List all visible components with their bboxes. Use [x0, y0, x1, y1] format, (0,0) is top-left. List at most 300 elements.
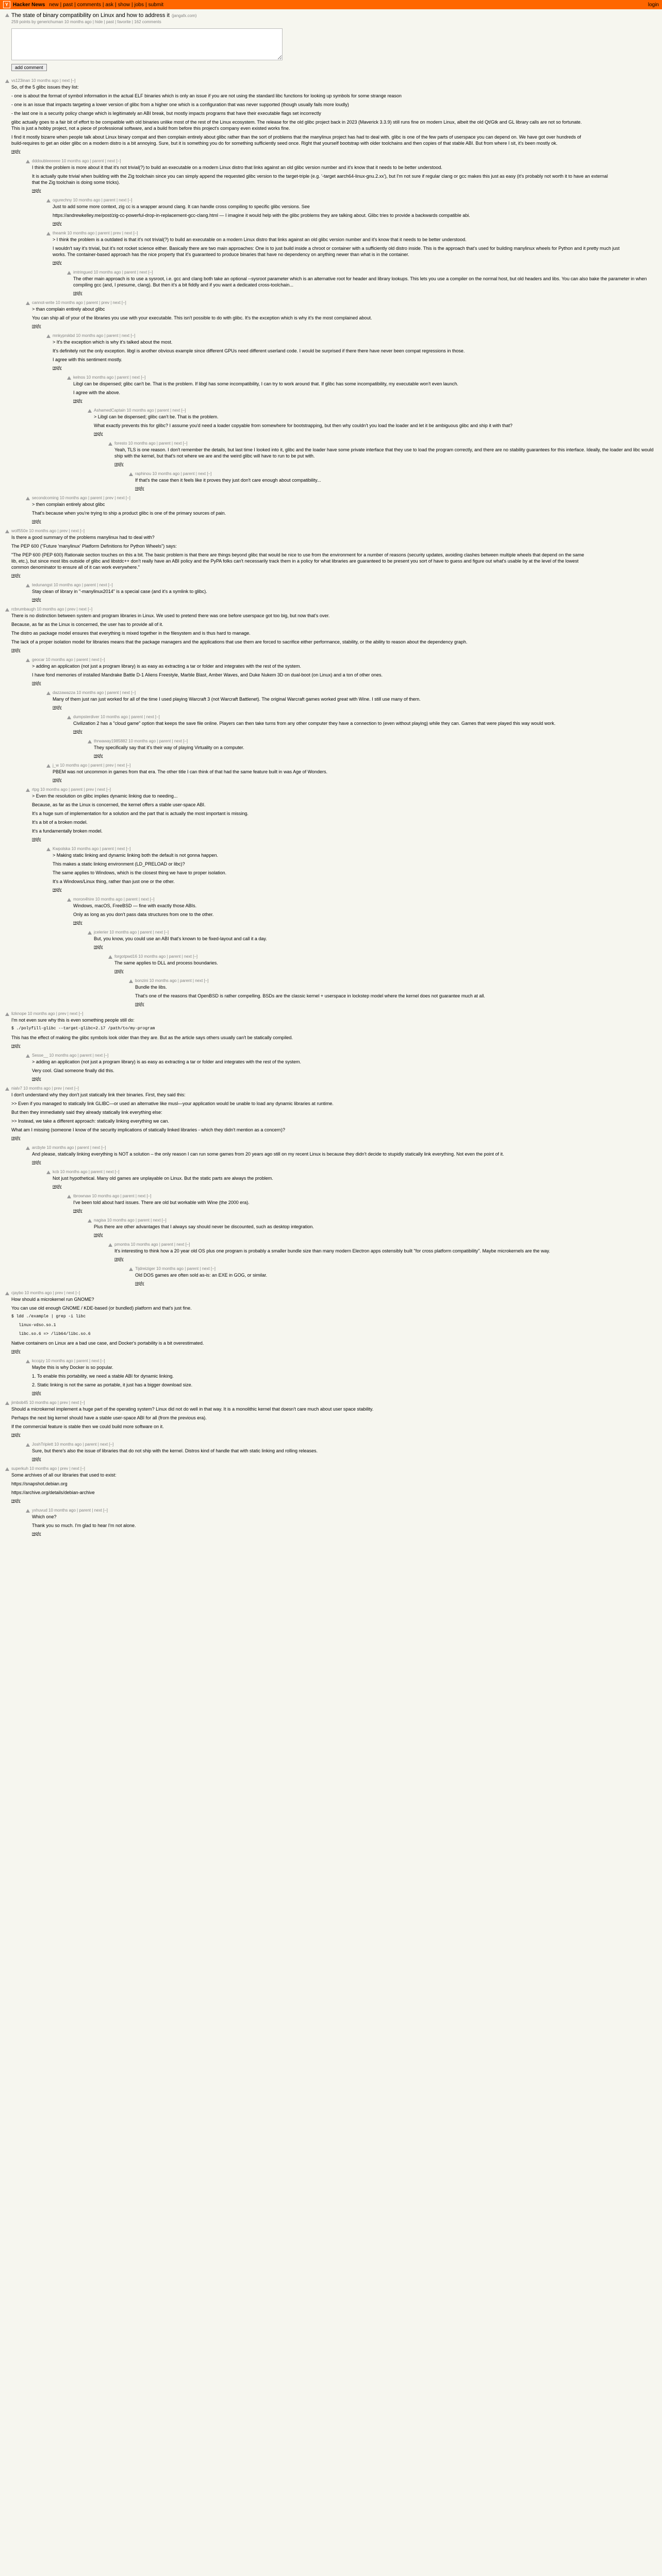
comment-body	[135, 1266, 657, 1285]
comment-text	[53, 204, 630, 218]
nav-separator: |	[115, 2, 117, 8]
upvote-arrow-icon[interactable]	[108, 1243, 112, 1247]
reply-link[interactable]: reply	[32, 519, 41, 523]
reply-link[interactable]: reply	[73, 291, 82, 295]
reply-link-wrap	[53, 260, 630, 265]
upvote-arrow-icon[interactable]	[26, 1360, 30, 1363]
upvote-arrow-icon[interactable]	[46, 691, 51, 695]
reply-link[interactable]: reply	[53, 365, 62, 370]
reply-link[interactable]: reply	[135, 486, 144, 490]
comment-text	[11, 1472, 589, 1496]
upvote-arrow-icon[interactable]	[129, 979, 133, 983]
reply-link-wrap	[11, 1136, 589, 1140]
comment	[5, 78, 657, 154]
comment	[67, 715, 657, 734]
comment-paragraph: Civilization 2 has a "cloud game" option that keeps the save file online. Players can then take turns from any other computer they have a connection to (even without playing) while they can. Games that were played this way would work.	[73, 721, 556, 726]
comment-text	[32, 1514, 609, 1529]
comment-header[interactable]: bonzini 10 months ago | parent | next [–]	[135, 978, 209, 983]
comment-paragraph: Because, as far as the Linux is concerned, the user has to provide all of it.	[11, 622, 163, 627]
reply-link-wrap	[53, 777, 630, 782]
comment-header[interactable]: jimbob45 10 months ago | prev | next [–]	[11, 1400, 85, 1405]
upvote-arrow-icon[interactable]	[26, 497, 30, 500]
nav-separator: |	[131, 2, 133, 8]
comment	[129, 978, 657, 1006]
comment-text	[94, 414, 657, 429]
comment-body	[32, 1145, 609, 1164]
comment-paragraph: What am I missing (someone I know of the security implications of statically linked libraries - which they didn't mention as a concern)?	[11, 1127, 285, 1132]
comment-paragraph: You can ship all of your of the libraries you use with your executable. This isn't possible to do with glibc. It's the exception which is why it's the most complained about.	[32, 315, 372, 320]
upvote-arrow-icon[interactable]	[67, 1195, 71, 1198]
comment-header[interactable]: vs123inan 10 months ago | next [–]	[11, 78, 76, 83]
comment-header[interactable]: thrwaway1985882 10 months ago | parent | next [–]	[94, 739, 188, 743]
comment-text	[73, 720, 651, 726]
comment-header[interactable]: kccqzy 10 months ago | parent | next [–]	[32, 1359, 105, 1363]
upvote-arrow-icon[interactable]	[26, 1146, 30, 1150]
comment-paragraph: Maybe this is why Docker is so popular.	[32, 1365, 113, 1370]
comment-paragraph: > Making static linking and dynamic linking both the default is not gonna happen.	[53, 853, 218, 858]
reply-link-wrap	[32, 1391, 609, 1395]
comment-paragraph: https://archive.org/details/debian-archive	[11, 1490, 95, 1495]
login-link-wrap	[648, 2, 659, 8]
comment-body	[135, 978, 657, 1006]
comment-header[interactable]: imtringued 10 months ago | parent | next [–]	[73, 270, 153, 275]
comment-paragraph: It's interesting to think how a 20 year old OS plus one program is probably a smaller bundle size than many modern Electron apps ostensibly built "for cross platform compatibility". Maybe microkernels are the way.	[114, 1248, 550, 1253]
reply-link[interactable]: reply	[11, 573, 21, 578]
comment-paragraph: Old DOS games are often sold as-is: an EXE in GOG, or similar.	[135, 1273, 268, 1278]
comment	[46, 198, 657, 226]
comment-text	[114, 1248, 657, 1254]
comment-paragraph: 2. Static linking is not the same as portable, it just has a bigger download size.	[32, 1382, 193, 1387]
comment-body	[53, 763, 630, 782]
story-title[interactable]: The state of binary compatibility on Linux and how to address it	[11, 12, 170, 19]
nav-links	[49, 2, 163, 8]
reply-link-wrap	[32, 1076, 609, 1081]
reply-link[interactable]: reply	[135, 1281, 144, 1285]
comment-paragraph: Plus there are other advantages that I always say should never be discounted, such as desktop integration.	[94, 1224, 314, 1229]
comment-body	[11, 1086, 589, 1140]
comment-text	[11, 84, 589, 146]
comment-paragraph: Because, as far as the Linux is concerned, the kernel offers a stable user-space ABI.	[32, 802, 206, 807]
comment-text	[114, 960, 657, 966]
upvote-arrow-icon[interactable]	[5, 608, 9, 612]
comment-header[interactable]: dumpsterdiver 10 months ago | parent | next [–]	[73, 715, 160, 719]
comment-text	[32, 588, 609, 595]
comment-text	[53, 1175, 630, 1181]
comment-paragraph: And please, statically linking everything is NOT a solution – the only reason I can run some games from 20 years ago still on my recent Linux is because they didn't decide to stupidly statically link everything. Not even the point of it.	[32, 1151, 504, 1157]
reply-link[interactable]: reply	[114, 969, 124, 973]
site-name[interactable]: Hacker News	[13, 2, 45, 8]
comment-body	[73, 897, 651, 925]
reply-link[interactable]: reply	[114, 1257, 124, 1261]
reply-link[interactable]: reply	[73, 1208, 82, 1213]
comment-header[interactable]: AshamedCaptain 10 months ago | parent | next [–]	[94, 408, 186, 413]
reply-link[interactable]: reply	[94, 1232, 103, 1237]
comment-input[interactable]	[11, 28, 283, 60]
comment-header[interactable]: superkuh 10 months ago | prev | next [–]	[11, 1466, 85, 1471]
reply-link[interactable]: reply	[32, 1531, 41, 1536]
comment-paragraph: Is there a good summary of the problems manylinux had to deal with?	[11, 535, 155, 540]
reply-link-wrap	[32, 324, 609, 328]
upvote-arrow-icon[interactable]	[26, 658, 30, 662]
reply-link[interactable]: reply	[11, 1498, 21, 1503]
reply-link[interactable]: reply	[32, 324, 41, 328]
comment	[88, 739, 657, 758]
comment-header[interactable]: jcelerier 10 months ago | parent | next [–]	[94, 930, 169, 935]
comment	[26, 1508, 657, 1536]
upvote-arrow-icon[interactable]	[108, 442, 112, 446]
reply-link[interactable]: reply	[53, 221, 62, 226]
comment-paragraph: The same applies to DLL and process boundaries.	[114, 960, 218, 965]
upvote-arrow-icon[interactable]	[5, 1012, 9, 1016]
comment-header[interactable]: yxhuvud 10 months ago | parent | next [–]	[32, 1508, 108, 1513]
comment-paragraph: Should a microkernel implement a huge part of the operating system? Linux did not do well in that way. It is a monolithic kernel that doesn't care much about user space stability.	[11, 1406, 374, 1412]
upvote-arrow-icon[interactable]	[88, 409, 92, 413]
comment	[26, 1442, 657, 1461]
reply-link[interactable]: reply	[11, 1349, 21, 1353]
comment-text	[32, 501, 609, 516]
comment-paragraph: I agree with the above.	[73, 390, 121, 395]
comment-text	[32, 1448, 609, 1454]
comment	[88, 930, 657, 949]
comment-header[interactable]: JoshTriplett 10 months ago | parent | next [–]	[32, 1442, 114, 1447]
nav-separator: |	[102, 2, 104, 8]
comment-paragraph: > It's the exception which is why it's talked about the most.	[53, 340, 173, 345]
comment-paragraph: But, you know, you could use an ABI that's known to be fixed-layout and call it a day.	[94, 936, 267, 941]
comment-header[interactable]: dddoubleeeeee 10 months ago | parent | next [–]	[32, 159, 121, 163]
comment-text	[32, 164, 609, 185]
comment-header[interactable]: kelnos 10 months ago | parent | next [–]	[73, 375, 146, 380]
reply-link-wrap	[32, 1531, 609, 1536]
comment-body	[11, 78, 589, 154]
comment-text	[94, 1224, 657, 1230]
comment-header[interactable]: Kwpolska 10 months ago | parent | next [–]	[53, 846, 131, 851]
comment-header[interactable]: nagisa 10 months ago | parent | next [–]	[94, 1218, 167, 1223]
code-block: linux-vdso.so.1	[11, 1323, 56, 1328]
upvote-arrow-icon[interactable]	[26, 584, 30, 587]
comment-text	[53, 236, 630, 258]
comment-text	[53, 339, 630, 363]
comment-paragraph: If that's the case then it feels like it proves they just don't care enough about compatibility...	[135, 478, 321, 483]
reply-link[interactable]: reply	[114, 462, 124, 466]
reply-link[interactable]: reply	[53, 1184, 62, 1189]
comment-body	[11, 1291, 589, 1353]
comment-text	[11, 1017, 589, 1041]
comment-paragraph: There is no distinction between system and program libraries in Linux. We used to pretend there was one before userspace got too big, but now that's over.	[11, 613, 330, 618]
reply-link[interactable]: reply	[32, 837, 41, 841]
comment-header[interactable]: tedunangst 10 months ago | parent | next [–]	[32, 583, 113, 587]
comment-header[interactable]: cannot-write 10 months ago | parent | prev | next [–]	[32, 300, 126, 305]
upvote-arrow-icon[interactable]	[5, 530, 9, 533]
comment-paragraph: > I think the problem is a outdated is that it's not trivial(?) to build an executable on a modern Linux distro that links against an old glibc version number and it's know that it needs to be better understood.	[53, 237, 467, 242]
upvote-arrow-icon[interactable]	[5, 13, 9, 17]
upvote-arrow-icon[interactable]	[46, 199, 51, 202]
comment-header[interactable]: pmontra 10 months ago | parent | next [–]	[114, 1242, 190, 1247]
nav-separator: |	[60, 2, 62, 8]
comment-text	[32, 306, 609, 321]
reply-link[interactable]: reply	[53, 777, 62, 782]
nav-link-new[interactable]: new	[49, 2, 59, 8]
reply-link[interactable]: reply	[32, 681, 41, 685]
reply-link[interactable]: reply	[94, 431, 103, 436]
reply-link[interactable]: reply	[11, 648, 21, 652]
comment-body	[114, 1242, 657, 1261]
upvote-arrow-icon[interactable]	[46, 764, 51, 768]
comment-paragraph: Just to add some more context, zig cc is a wrapper around clang. It can handle cross compiling to specific glibc versions. See	[53, 204, 310, 209]
nav-link-show[interactable]: show	[118, 2, 130, 8]
comment-text	[32, 1364, 609, 1388]
reply-link[interactable]: reply	[11, 1432, 21, 1437]
comment-paragraph: The distro as package model ensures that everything is mixed together in the filesystem and is thus hard to manage.	[11, 631, 251, 636]
comment-tree	[0, 73, 662, 1536]
comment-header[interactable]: rcbrumbaugh 10 months ago | prev | next [–]	[11, 607, 93, 612]
reply-link-wrap	[73, 291, 651, 295]
comment-paragraph: I'm not even sure why this is even something people still do:	[11, 1018, 135, 1023]
reply-link[interactable]: reply	[53, 887, 62, 892]
comment	[88, 1218, 657, 1237]
comment-header[interactable]: theamk 10 months ago | parent | prev | next [–]	[53, 231, 138, 235]
reply-link-wrap	[32, 188, 609, 193]
comment-header[interactable]: nialv7 10 months ago | prev | next [–]	[11, 1086, 79, 1091]
upvote-arrow-icon[interactable]	[129, 1267, 133, 1271]
comment-header[interactable]: tbrownaw 10 months ago | parent | next [–]	[73, 1194, 152, 1198]
comment	[46, 333, 657, 370]
comment-paragraph: Yeah, TLS is one reason. I don't remember the details, but last time I looked into it, glibc and the loader have some private interface that they use to load the program correctly, and there are no stability guarantees for this interface. Ideally, the loader and libc would ship with the kernel, but that's not where we are and the weird glibc will have to run to be put with.	[114, 447, 654, 459]
reply-link[interactable]: reply	[53, 260, 62, 265]
comment-paragraph: Some archives of all our libraries that used to exist:	[11, 1472, 117, 1478]
nav-separator: |	[145, 2, 147, 8]
comment-header[interactable]: rtpg 10 months ago | parent | prev | next [–]	[32, 787, 111, 792]
upvote-arrow-icon[interactable]	[108, 955, 112, 959]
comment	[26, 583, 657, 602]
comment-body	[135, 471, 657, 490]
nav-link-comments[interactable]: comments	[77, 2, 101, 8]
add-comment-form	[11, 28, 657, 71]
reply-link[interactable]: reply	[32, 1160, 41, 1164]
comment-text	[94, 936, 657, 942]
comment-paragraph: https://andrewkelley.me/post/zig-cc-powerful-drop-in-replacement-gcc-clang.html — I imagine it would help with the glibc problems they are talking about. Glibc tries to provide a backwards compatible abi.	[53, 213, 470, 218]
comment-header[interactable]: wolf550e 10 months ago | prev | next [–]	[11, 529, 85, 533]
upvote-arrow-icon[interactable]	[46, 1171, 51, 1174]
upvote-arrow-icon[interactable]	[67, 716, 71, 719]
reply-link-wrap	[53, 221, 630, 226]
comment-paragraph: Only as long as you don't pass data structures from one to the other.	[73, 912, 214, 917]
comment-body	[32, 300, 609, 328]
upvote-arrow-icon[interactable]	[67, 376, 71, 380]
upvote-arrow-icon[interactable]	[88, 740, 92, 743]
reply-link[interactable]: reply	[94, 753, 103, 758]
upvote-arrow-icon[interactable]	[129, 472, 133, 476]
comment-body	[53, 1170, 630, 1189]
reply-link-wrap	[135, 1002, 657, 1006]
comment	[26, 657, 657, 685]
comment-paragraph: The PEP 600 ("Future 'manylinux' Platform Definitions for Python Wheels") says:	[11, 544, 177, 549]
comment-paragraph: This has the effect of making the glibc symbols look older than they are. But as the article says others usually can't be statically compiled.	[11, 1035, 293, 1040]
comment	[108, 441, 657, 466]
comment-header[interactable]: secondcoming 10 months ago | parent | prev | next [–]	[32, 496, 130, 500]
reply-link[interactable]: reply	[73, 729, 82, 734]
comment	[26, 1145, 657, 1164]
reply-link-wrap	[53, 365, 630, 370]
reply-link-wrap	[11, 149, 589, 154]
comment-paragraph: It's a bit of a broken model.	[32, 820, 88, 825]
comment-paragraph: It is actually quite trivial when building with the Zig toolchain since you can simply append the requested glibc version to the target-triple (e.g. '-target aarch64-linux-gnu.2.xx'), but I'm not sure if regular clang or gcc makes this just as easy (it's probably not worth it to have an external that the Zig toolchain is doing some tricks).	[32, 174, 608, 185]
comment-paragraph: The lack of a proper isolation model for libraries means that the package managers and the applications that use them are forced to sacrifice either performance, stability, or the ability to reason about the dependency graph.	[11, 639, 468, 645]
reply-link[interactable]: reply	[32, 1456, 41, 1461]
upvote-arrow-icon[interactable]	[88, 1219, 92, 1223]
comment-paragraph: > adding an application (not just a program library) is as easy as extracting a tar or folder and integrates with the rest of the system.	[32, 664, 302, 669]
comment	[108, 1242, 657, 1261]
comment-body	[32, 1359, 609, 1395]
comment-paragraph: This makes a static linking environment (LD_PRELOAD or libc)?	[53, 861, 185, 867]
comment-text	[53, 852, 630, 885]
upvote-arrow-icon[interactable]	[5, 79, 9, 83]
comment-paragraph: Stay clean of library in "-manylinux2014" is a special case (and it's a symlink to glibc).	[32, 589, 207, 594]
comment-header[interactable]: foresto 10 months ago | parent | next [–]	[114, 441, 188, 446]
reply-link-wrap	[73, 1208, 651, 1213]
comment-text	[32, 793, 609, 834]
comment-paragraph: How should a microkernel run GNOME?	[11, 1297, 94, 1302]
reply-link[interactable]: reply	[11, 149, 21, 154]
reply-link[interactable]: reply	[11, 1136, 21, 1140]
comment-header[interactable]: forgotpwd16 10 months ago | parent | next [–]	[114, 954, 198, 959]
comment	[5, 607, 657, 652]
comment-header[interactable]: j_w 10 months ago | parent | prev | next [–]	[53, 763, 131, 768]
comment-paragraph: It's a huge sum of implementation for a solution and the part that is actually the most important is missing.	[32, 811, 249, 816]
upvote-arrow-icon[interactable]	[26, 301, 30, 305]
reply-link-wrap	[114, 1257, 657, 1261]
upvote-arrow-icon[interactable]	[5, 1292, 9, 1295]
upvote-arrow-icon[interactable]	[26, 1054, 30, 1058]
story-title-row	[5, 12, 657, 19]
add-comment-button[interactable]: add comment	[11, 64, 47, 71]
nav-link-submit[interactable]: submit	[148, 2, 164, 8]
upvote-arrow-icon[interactable]	[26, 160, 30, 163]
comment	[26, 159, 657, 193]
comment-paragraph: The other main approach is to use a sysroot, i.e. gcc and clang both take an optional --sysroot parameter which is an alternative root for header and library lookups. This lets you use a compiler on the normal host, but old headers and libs. You can also bake the parameter in when compiling gcc (and, I presume, clang). But then it's a bit fiddly and if you want a dedicated cross-toolchain...	[73, 276, 647, 287]
comment-header[interactable]: Sesse__ 10 months ago | parent | next [–]	[32, 1053, 109, 1058]
upvote-arrow-icon[interactable]	[67, 898, 71, 902]
comment-body	[94, 1218, 657, 1237]
comment-header[interactable]: kcb 10 months ago | parent | next [–]	[53, 1170, 120, 1174]
upvote-arrow-icon[interactable]	[88, 931, 92, 935]
comment-paragraph: Many of them just ran just worked for all of the time I used playing Warcraft 3 (not Warcraft Battlenet). The original Warcraft games worked great with Wine. I still use many of them.	[53, 697, 421, 702]
nav-link-jobs[interactable]: jobs	[134, 2, 144, 8]
comment-paragraph: https://snapshot.debian.org	[11, 1481, 68, 1486]
reply-link-wrap	[11, 1432, 589, 1437]
upvote-arrow-icon[interactable]	[46, 848, 51, 851]
reply-link[interactable]: reply	[73, 398, 82, 403]
upvote-arrow-icon[interactable]	[46, 232, 51, 235]
story-domain[interactable]: (jangafx.com)	[171, 13, 197, 18]
site-logo[interactable]: Y	[3, 1, 10, 8]
comment-paragraph: Not just hypothetical. Many old games are unplayable on Linux. But the static parts are always the problem.	[53, 1176, 273, 1181]
comment	[5, 529, 657, 578]
upvote-arrow-icon[interactable]	[26, 788, 30, 792]
comment	[67, 1194, 657, 1213]
comment-body	[32, 1053, 609, 1081]
upvote-arrow-icon[interactable]	[5, 1087, 9, 1091]
reply-link-wrap	[94, 1232, 657, 1237]
nav-link-past[interactable]: past	[63, 2, 73, 8]
comment-body	[32, 1508, 609, 1536]
reply-link-wrap	[94, 431, 657, 436]
upvote-arrow-icon[interactable]	[26, 1443, 30, 1447]
comment-body	[53, 690, 630, 709]
code-block: libc.so.6 => /lib64/libc.so.6	[11, 1332, 91, 1336]
comment-body	[32, 496, 609, 523]
reply-link[interactable]: reply	[73, 920, 82, 925]
comment	[5, 1466, 657, 1503]
reply-link[interactable]: reply	[32, 188, 41, 193]
comment-header[interactable]: ogurechny 10 months ago | parent | next [–]	[53, 198, 133, 202]
comment-header[interactable]: mnkyprskbd 10 months ago | parent | next [–]	[53, 333, 136, 338]
comment-header[interactable]: cjaybo 10 months ago | prev | next [–]	[11, 1291, 80, 1295]
comment-header[interactable]: Tijdreiziger 10 months ago | parent | next [–]	[135, 1266, 216, 1271]
comment-header[interactable]: arcbyte 10 months ago | parent | next [–]	[32, 1145, 106, 1150]
comment-body	[94, 930, 657, 949]
reply-link-wrap	[73, 398, 651, 403]
comment	[46, 763, 657, 782]
code-block: $ ldd ./example | grep -i libc	[11, 1314, 86, 1319]
upvote-arrow-icon[interactable]	[5, 1467, 9, 1471]
upvote-arrow-icon[interactable]	[46, 334, 51, 338]
reply-link-wrap	[11, 1043, 589, 1048]
comment-header[interactable]: geocar 10 months ago | parent | next [–]	[32, 657, 105, 662]
reply-link-wrap	[32, 1456, 609, 1461]
comment-header[interactable]: lizknope 10 months ago | prev | next [–]	[11, 1011, 84, 1016]
comment-header[interactable]: moron4hire 10 months ago | parent | next [–]	[73, 897, 155, 902]
reply-link[interactable]: reply	[32, 1391, 41, 1395]
comment-paragraph: - the last one is a security policy change which is legitimately an ABI break, but mostly impacts programs that have their executable flags set incorrectly	[11, 111, 321, 116]
upvote-arrow-icon[interactable]	[5, 1401, 9, 1405]
comment-text	[94, 744, 657, 751]
reply-link[interactable]: reply	[94, 944, 103, 949]
nav-link-ask[interactable]: ask	[105, 2, 114, 8]
comment-paragraph: PBEM was not uncommon in games from that era. The other title I can think of that had the same feature built in was Age of Wonders.	[53, 769, 327, 774]
reply-link[interactable]: reply	[32, 597, 41, 602]
reply-link[interactable]: reply	[11, 1043, 21, 1048]
comment-body	[53, 198, 630, 226]
comment	[67, 270, 657, 295]
login-link[interactable]: login	[648, 2, 659, 8]
comment-header[interactable]: raphinou 10 months ago | parent | next [–]	[135, 471, 212, 476]
reply-link-wrap	[11, 1498, 589, 1503]
comment-text	[32, 1151, 609, 1157]
reply-link-wrap	[73, 920, 651, 925]
upvote-arrow-icon[interactable]	[26, 1509, 30, 1513]
reply-link[interactable]: reply	[135, 1002, 144, 1006]
comment-text	[53, 769, 630, 775]
comment-header[interactable]: dazzawazza 10 months ago | parent | next [–]	[53, 690, 136, 695]
reply-link-wrap	[114, 969, 657, 973]
comment-paragraph: Which one?	[32, 1514, 57, 1519]
comment	[26, 496, 657, 523]
comment-text	[73, 903, 651, 918]
reply-link-wrap	[94, 753, 657, 758]
comment-body	[32, 159, 609, 193]
comment-paragraph: If the commercial feature is stable then we could build more software on it.	[11, 1424, 164, 1429]
comment-body	[11, 529, 589, 578]
reply-link[interactable]: reply	[53, 705, 62, 709]
comment-paragraph: It's definitely not the only exception. libgl is another obvious example since different GPUs need different userland code. I would be surprised if there there have never been compat regressions in those.	[53, 348, 465, 353]
comment-body	[32, 1442, 609, 1461]
reply-link-wrap	[32, 837, 609, 841]
comment-text	[11, 1296, 589, 1346]
comment-body	[73, 375, 651, 403]
reply-link[interactable]: reply	[32, 1076, 41, 1081]
comment-body	[32, 787, 609, 841]
upvote-arrow-icon[interactable]	[67, 271, 71, 275]
